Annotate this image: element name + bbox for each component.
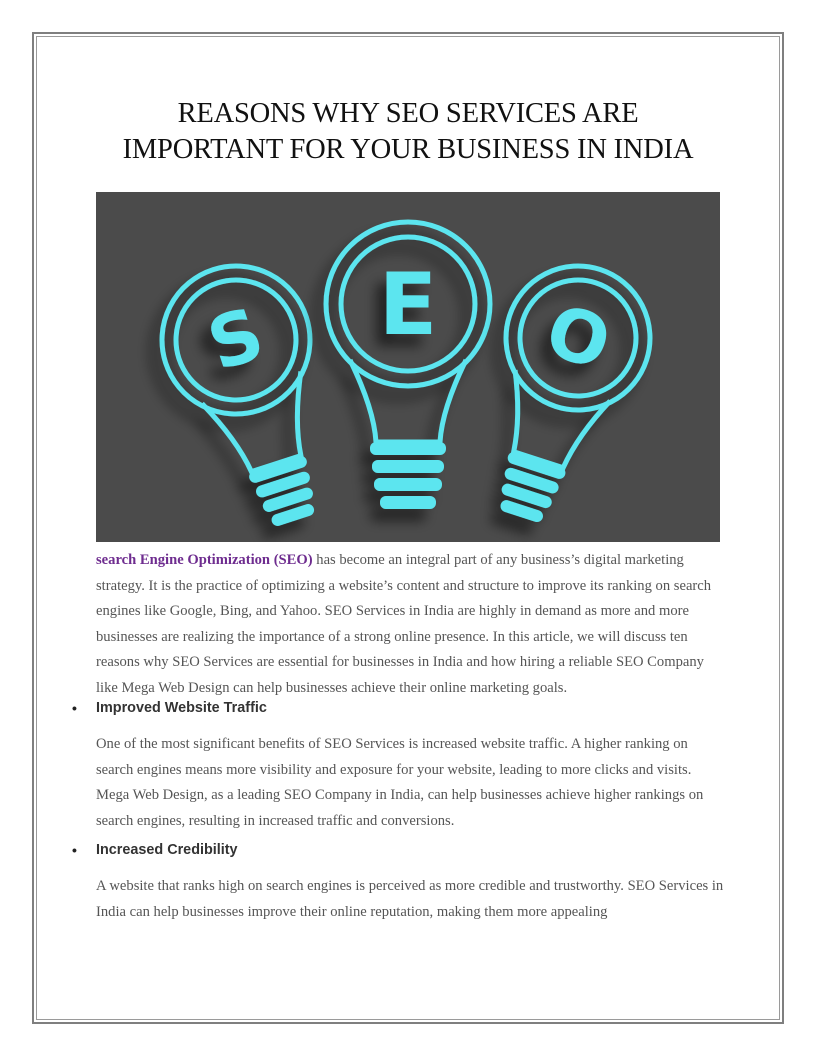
- seo-link[interactable]: search Engine Optimization (SEO): [96, 552, 313, 568]
- section-paragraph-credibility: A website that ranks high on search engines is perceived as more credible and trustworthy. SEO Services in India can help businesses improve their online reputation, making them more appealing: [96, 878, 724, 920]
- title-line-2: IMPORTANT FOR YOUR BUSINESS IN INDIA: [122, 134, 694, 165]
- intro-paragraph: [96, 548, 728, 701]
- letter-e: E: [378, 255, 438, 355]
- section-heading-label: Improved Website Traffic: [96, 700, 267, 716]
- section-heading-credibility: [72, 842, 732, 866]
- document-title: [60, 96, 756, 168]
- bulb-e-icon: [326, 222, 490, 509]
- intro-text: has become an integral part of any business’s digital marketing strategy. It is the practice of optimizing a website’s content and structure to improve its ranking on search engines like Google, Bing, and Yahoo. SEO Services in India are highly in demand as more and more businesses are realizing the importance of a strong online presence. In this article, we will discuss ten reasons why SEO Services are essential for businesses in India and how hiring a reliable SEO Company like Mega Web Design can help businesses achieve their online marketing goals.: [96, 552, 712, 696]
- letter-o: O: [536, 287, 621, 387]
- letter-s: S: [198, 291, 274, 388]
- section-heading-label: Increased Credibility: [96, 842, 238, 858]
- bullet-icon: •: [72, 700, 77, 716]
- bulb-s-icon: [143, 247, 365, 542]
- bullet-icon: •: [72, 842, 77, 858]
- title-line-1: REASONS WHY SEO SERVICES ARE: [177, 98, 639, 129]
- seo-lightbulb-svg: [96, 192, 720, 542]
- bulb-o-icon: [451, 247, 668, 539]
- section-paragraph-traffic: One of the most significant benefits of SEO Services is increased website traffic. A higher ranking on search engines means more visibility and exposure for your website, leading to more clicks and visits. Mega Web Design, as a leading SEO Company in India, can help businesses achieve higher rankings on search engines, resulting in increased traffic and conversions.: [96, 736, 704, 829]
- section-heading-traffic: [72, 700, 732, 724]
- seo-lightbulb-illustration: [96, 192, 720, 542]
